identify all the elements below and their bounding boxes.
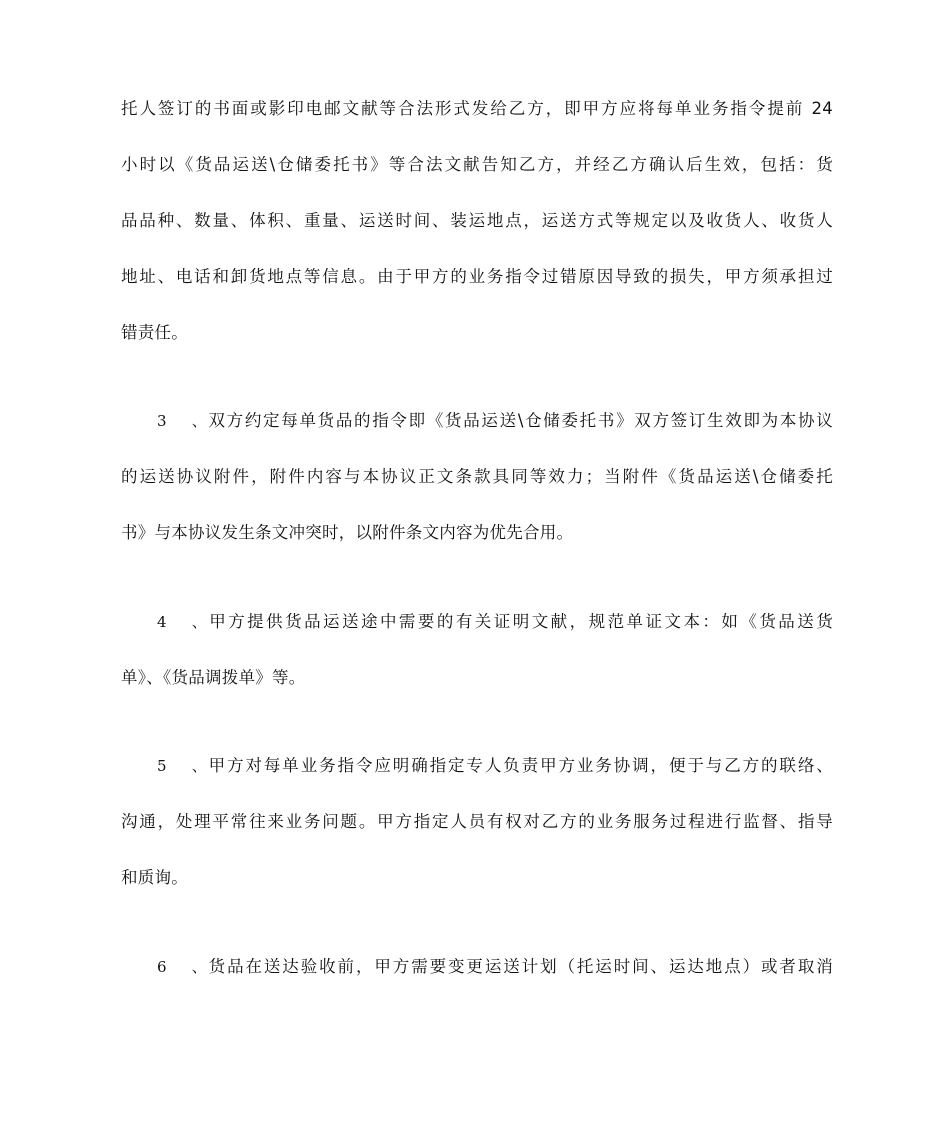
text-line: 书》与本协议发生条文冲突时，以附件条文内容为优先合用。 — [121, 523, 574, 542]
text-line: 甲方对每单业务指令应明确指定专人负责甲方业务协调，便于与乙方的联络、 — [207, 756, 833, 775]
text-line: 小时以《货品运送\仓储委托书》等合法文献告知乙方，并经乙方确认后生效，包括：货 — [121, 155, 833, 174]
clause-first-line — [121, 409, 833, 433]
text-line: 货品在送达验收前，甲方需要变更运送计划（托运时间、运达地点）或者取消 — [207, 957, 833, 976]
clause-first-line — [121, 955, 833, 979]
clause-first-line — [121, 610, 833, 634]
text-line: 托人签订的书面或影印电邮文献等合法形式发给乙方，即甲方应将每单业务指令提前 24 — [121, 99, 833, 118]
text-line: 单》、《货品调拨单》等。 — [121, 668, 306, 687]
text-line: 双方约定每单货品的指令即《货品运送\仓储委托书》双方签订生效即为本协议 — [207, 411, 833, 430]
clause-number: 6、 — [157, 958, 207, 976]
text-line: 和质询。 — [121, 868, 188, 887]
clause-number: 5、 — [157, 757, 207, 775]
text-line: 的运送协议附件，附件内容与本协议正文条款具同等效力；当附件《货品运送\仓储委托 — [121, 467, 833, 486]
text-line: 地址、电话和卸货地点等信息。由于甲方的业务指令过错原因导致的损失，甲方须承担过 — [121, 267, 833, 286]
text-line: 沟通，处理平常往来业务问题。甲方指定人员有权对乙方的业务服务过程进行监督、指导 — [121, 812, 833, 831]
clause-number: 3、 — [157, 412, 207, 430]
clause-number: 4、 — [157, 613, 207, 631]
text-line: 甲方提供货品运送途中需要的有关证明文献，规范单证文本：如《货品送货 — [207, 612, 833, 631]
clause-first-line — [121, 754, 833, 778]
text-line: 错责任。 — [121, 323, 188, 342]
text-line: 品品种、数量、体积、重量、运送时间、装运地点，运送方式等规定以及收货人、收货人 — [121, 211, 833, 230]
